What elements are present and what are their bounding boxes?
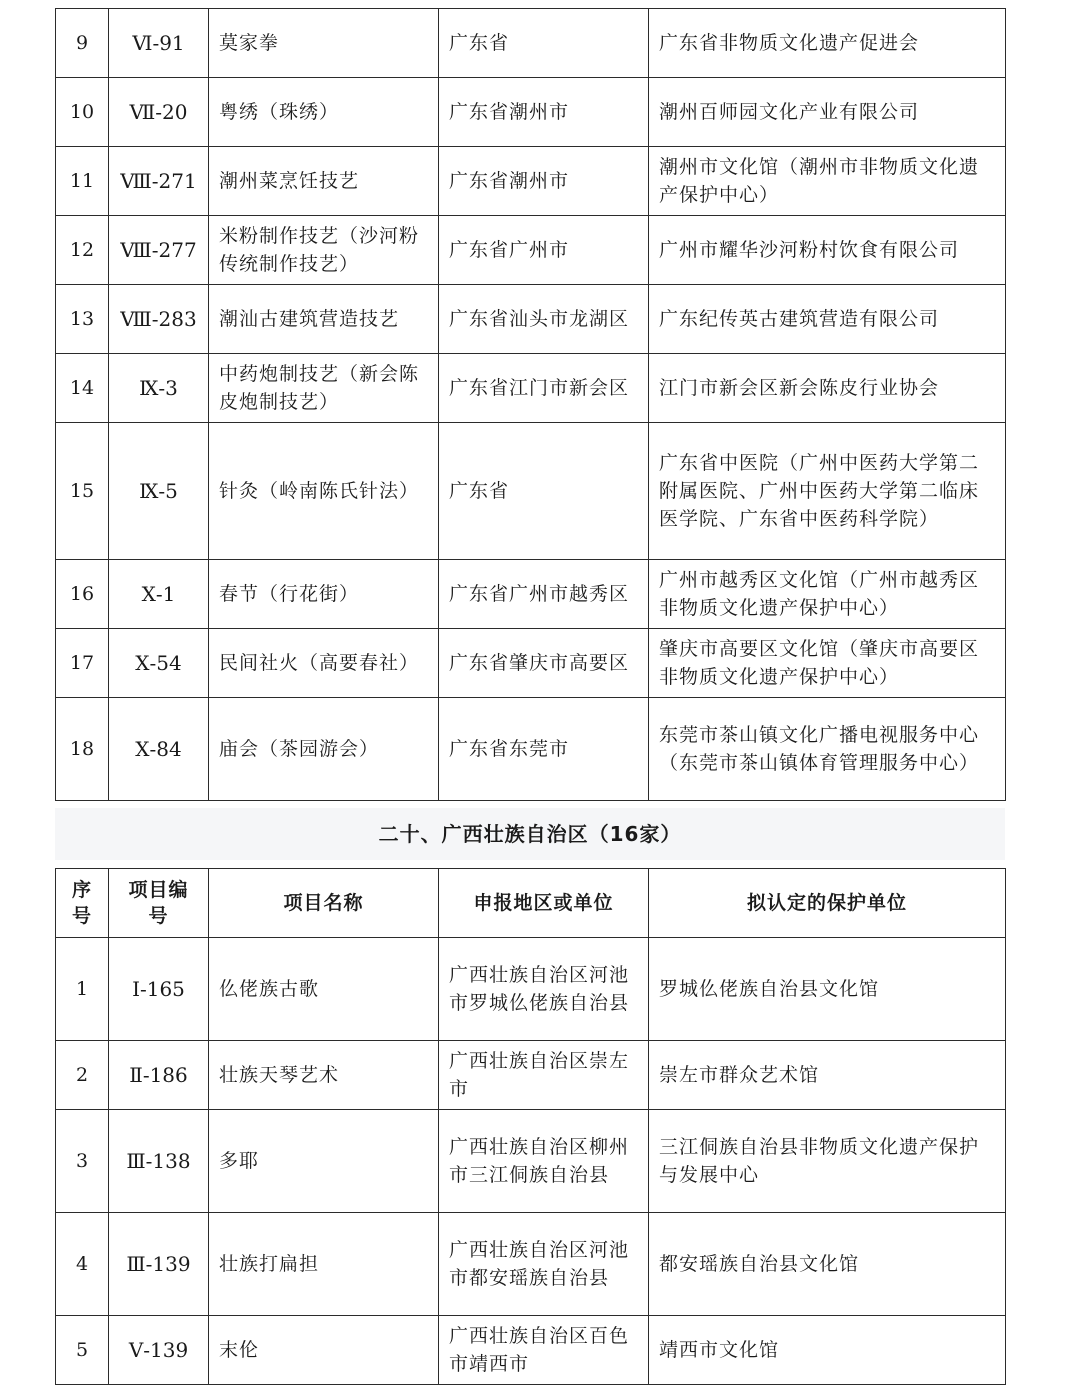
project-name: 壮族打扁担 <box>209 1213 439 1316</box>
header-region: 申报地区或单位 <box>439 869 649 938</box>
table-row <box>56 938 1006 1041</box>
project-code: Ⅷ-277 <box>109 216 209 285</box>
project-code: Ⅲ-139 <box>109 1213 209 1316</box>
project-code: Ⅰ-165 <box>109 938 209 1041</box>
region: 广东省 <box>439 423 649 560</box>
protection-unit: 东莞市茶山镇文化广播电视服务中心（东莞市茶山镇体育管理服务中心） <box>649 698 1006 801</box>
row-number: 1 <box>56 938 109 1041</box>
table-row <box>56 9 1006 78</box>
project-name: 粤绣（珠绣） <box>209 78 439 147</box>
project-code: Ⅲ-138 <box>109 1110 209 1213</box>
table-row <box>56 698 1006 801</box>
region: 广东省 <box>439 9 649 78</box>
row-number: 11 <box>56 147 109 216</box>
project-code: Ⅸ-3 <box>109 354 209 423</box>
project-name: 民间社火（高要春社） <box>209 629 439 698</box>
project-code: Ⅴ-139 <box>109 1316 209 1385</box>
header-project-name: 项目名称 <box>209 869 439 938</box>
row-number: 13 <box>56 285 109 354</box>
row-number: 15 <box>56 423 109 560</box>
project-name: 潮汕古建筑营造技艺 <box>209 285 439 354</box>
project-name: 仫佬族古歌 <box>209 938 439 1041</box>
project-name: 米粉制作技艺（沙河粉传统制作技艺） <box>209 216 439 285</box>
region: 广东省广州市越秀区 <box>439 560 649 629</box>
protection-unit: 靖西市文化馆 <box>649 1316 1006 1385</box>
protection-unit: 潮州百师园文化产业有限公司 <box>649 78 1006 147</box>
region: 广东省广州市 <box>439 216 649 285</box>
row-number: 4 <box>56 1213 109 1316</box>
region: 广东省肇庆市高要区 <box>439 629 649 698</box>
project-name: 春节（行花街） <box>209 560 439 629</box>
project-name: 潮州菜烹饪技艺 <box>209 147 439 216</box>
project-code: Ⅹ-54 <box>109 629 209 698</box>
region: 广西壮族自治区柳州市三江侗族自治县 <box>439 1110 649 1213</box>
protection-unit: 广东纪传英古建筑营造有限公司 <box>649 285 1006 354</box>
table-header-row <box>56 869 1006 938</box>
project-code: Ⅵ-91 <box>109 9 209 78</box>
project-name: 壮族天琴艺术 <box>209 1041 439 1110</box>
row-number: 10 <box>56 78 109 147</box>
table-row <box>56 1213 1006 1316</box>
region: 广东省江门市新会区 <box>439 354 649 423</box>
row-number: 2 <box>56 1041 109 1110</box>
protection-unit: 广东省中医院（广州中医药大学第二附属医院、广州中医药大学第二临床医学院、广东省中医药科学院） <box>649 423 1006 560</box>
table-row <box>56 285 1006 354</box>
row-number: 17 <box>56 629 109 698</box>
project-name: 庙会（茶园游会） <box>209 698 439 801</box>
row-number: 12 <box>56 216 109 285</box>
header-serial-number: 序号 <box>56 869 109 938</box>
table-row <box>56 1041 1006 1110</box>
table-row <box>56 216 1006 285</box>
table-row <box>56 560 1006 629</box>
table-row <box>56 1110 1006 1213</box>
table-row <box>56 423 1006 560</box>
project-name: 莫家拳 <box>209 9 439 78</box>
protection-unit: 罗城仫佬族自治县文化馆 <box>649 938 1006 1041</box>
region: 广西壮族自治区河池市都安瑶族自治县 <box>439 1213 649 1316</box>
region: 广东省东莞市 <box>439 698 649 801</box>
header-project-code: 项目编号 <box>109 869 209 938</box>
row-number: 16 <box>56 560 109 629</box>
table-row <box>56 78 1006 147</box>
protection-unit: 广州市越秀区文化馆（广州市越秀区非物质文化遗产保护中心） <box>649 560 1006 629</box>
project-name: 多耶 <box>209 1110 439 1213</box>
project-code: Ⅹ-1 <box>109 560 209 629</box>
project-name: 中药炮制技艺（新会陈皮炮制技艺） <box>209 354 439 423</box>
region: 广西壮族自治区崇左市 <box>439 1041 649 1110</box>
row-number: 9 <box>56 9 109 78</box>
table-row <box>56 1316 1006 1385</box>
table-row <box>56 147 1006 216</box>
project-code: Ⅶ-20 <box>109 78 209 147</box>
row-number: 14 <box>56 354 109 423</box>
protection-unit: 广州市耀华沙河粉村饮食有限公司 <box>649 216 1006 285</box>
row-number: 3 <box>56 1110 109 1213</box>
protection-unit: 都安瑶族自治县文化馆 <box>649 1213 1006 1316</box>
region: 广东省潮州市 <box>439 147 649 216</box>
project-code: Ⅷ-283 <box>109 285 209 354</box>
project-code: Ⅹ-84 <box>109 698 209 801</box>
row-number: 5 <box>56 1316 109 1385</box>
region: 广西壮族自治区百色市靖西市 <box>439 1316 649 1385</box>
project-code: Ⅱ-186 <box>109 1041 209 1110</box>
row-number: 18 <box>56 698 109 801</box>
region: 广西壮族自治区河池市罗城仫佬族自治县 <box>439 938 649 1041</box>
project-name: 针灸（岭南陈氏针法） <box>209 423 439 560</box>
heritage-table-guangdong <box>55 8 1006 801</box>
protection-unit: 肇庆市高要区文化馆（肇庆市高要区非物质文化遗产保护中心） <box>649 629 1006 698</box>
protection-unit: 潮州市文化馆（潮州市非物质文化遗产保护中心） <box>649 147 1006 216</box>
protection-unit: 广东省非物质文化遗产促进会 <box>649 9 1006 78</box>
project-code: Ⅸ-5 <box>109 423 209 560</box>
protection-unit: 崇左市群众艺术馆 <box>649 1041 1006 1110</box>
heritage-table-guangxi <box>55 868 1006 1385</box>
header-protection-unit: 拟认定的保护单位 <box>649 869 1006 938</box>
region: 广东省汕头市龙湖区 <box>439 285 649 354</box>
table-row <box>56 354 1006 423</box>
section-heading: 二十、广西壮族自治区（16家） <box>55 808 1005 860</box>
table-row <box>56 629 1006 698</box>
protection-unit: 三江侗族自治县非物质文化遗产保护与发展中心 <box>649 1110 1006 1213</box>
protection-unit: 江门市新会区新会陈皮行业协会 <box>649 354 1006 423</box>
region: 广东省潮州市 <box>439 78 649 147</box>
project-code: Ⅷ-271 <box>109 147 209 216</box>
project-name: 末伦 <box>209 1316 439 1385</box>
